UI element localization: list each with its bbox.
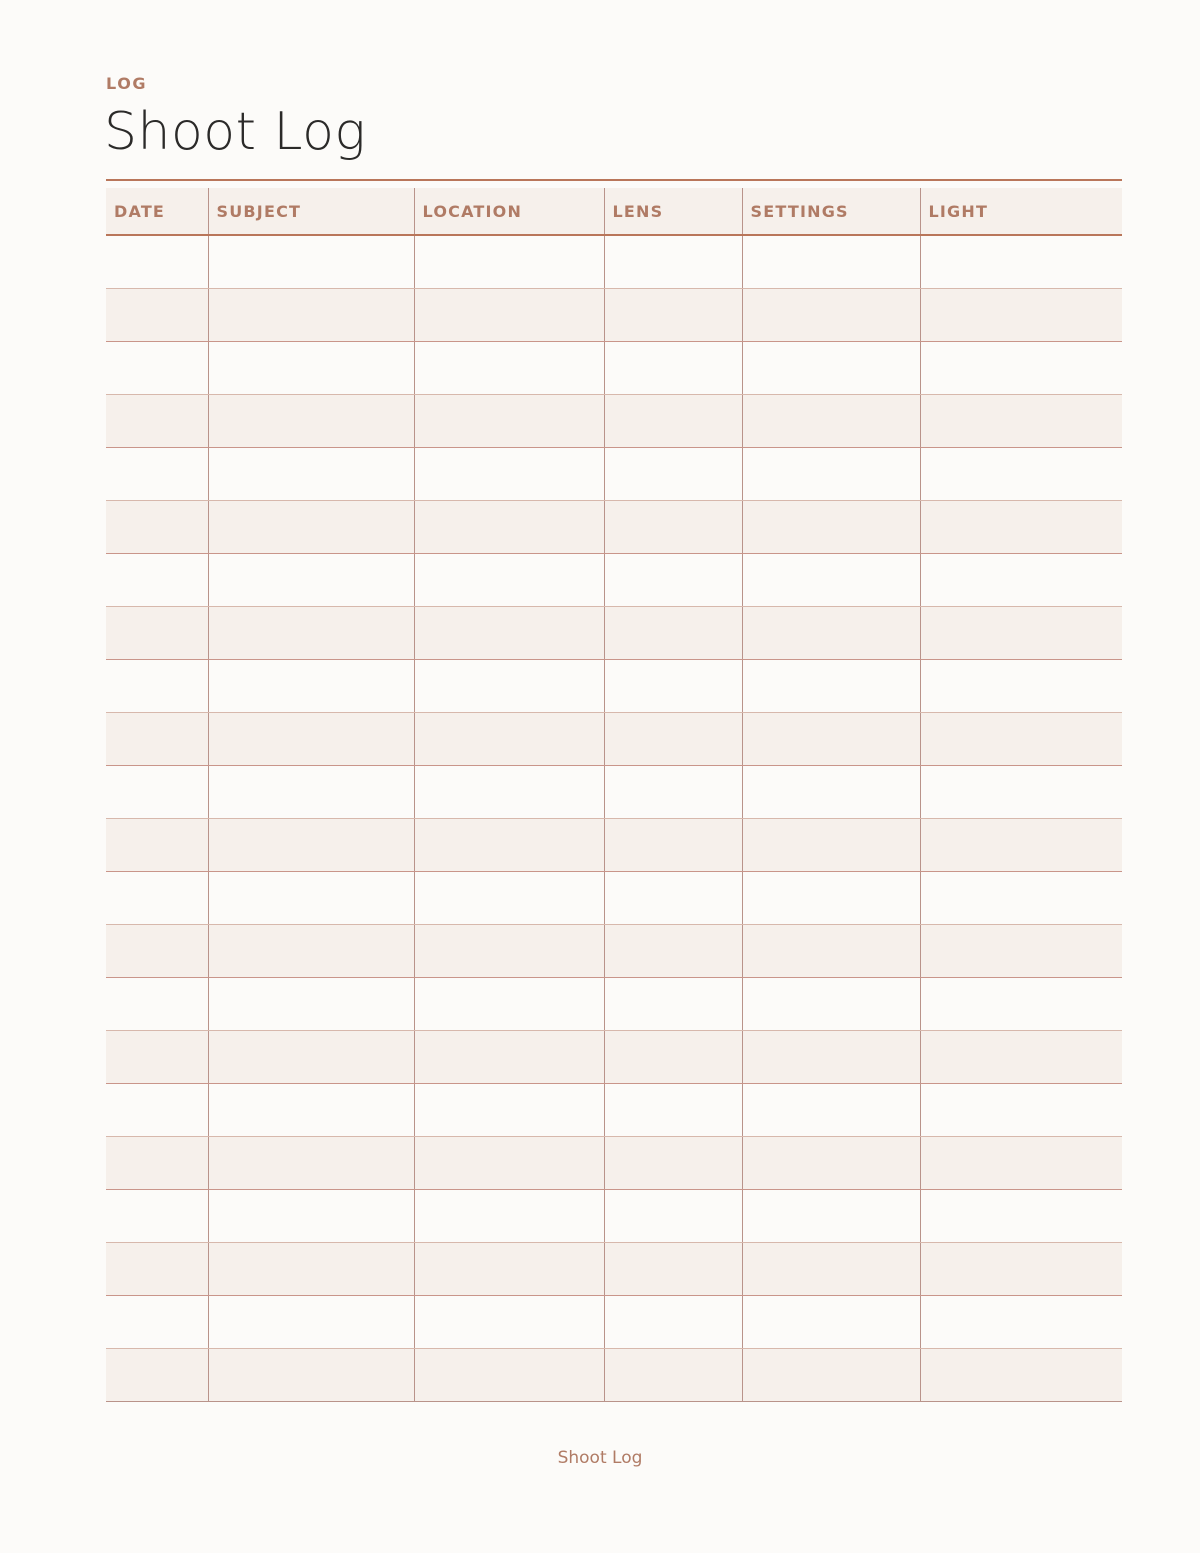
- cell-light[interactable]: [920, 448, 1122, 501]
- cell-date[interactable]: [106, 1190, 208, 1243]
- cell-light[interactable]: [920, 1031, 1122, 1084]
- column-header-lens: LENS: [604, 188, 742, 235]
- table-row: [106, 819, 1122, 872]
- cell-light[interactable]: [920, 1243, 1122, 1296]
- table-row: [106, 1243, 1122, 1296]
- cell-lens[interactable]: [604, 925, 742, 978]
- cell-location[interactable]: [414, 819, 604, 872]
- cell-light[interactable]: [920, 978, 1122, 1031]
- cell-lens[interactable]: [604, 660, 742, 713]
- cell-lens[interactable]: [604, 395, 742, 448]
- table-row: [106, 289, 1122, 342]
- cell-settings[interactable]: [742, 978, 920, 1031]
- table-row: [106, 872, 1122, 925]
- cell-lens[interactable]: [604, 1296, 742, 1349]
- page-footer: Shoot Log: [557, 1448, 643, 1468]
- cell-light[interactable]: [920, 289, 1122, 342]
- cell-lens[interactable]: [604, 1084, 742, 1137]
- cell-light[interactable]: [920, 713, 1122, 766]
- cell-settings[interactable]: [742, 1084, 920, 1137]
- cell-location[interactable]: [414, 501, 604, 554]
- cell-light[interactable]: [920, 766, 1122, 819]
- cell-location[interactable]: [414, 713, 604, 766]
- cell-location[interactable]: [414, 1243, 604, 1296]
- cell-location[interactable]: [414, 395, 604, 448]
- table-row: [106, 713, 1122, 766]
- column-header-location: LOCATION: [414, 188, 604, 235]
- cell-settings[interactable]: [742, 235, 920, 289]
- cell-subject[interactable]: [208, 1190, 414, 1243]
- column-header-light: LIGHT: [920, 188, 1122, 235]
- cell-date[interactable]: [106, 978, 208, 1031]
- cell-light[interactable]: [920, 1190, 1122, 1243]
- cell-subject[interactable]: [208, 342, 414, 395]
- cell-date[interactable]: [106, 766, 208, 819]
- cell-date[interactable]: [106, 1137, 208, 1190]
- cell-light[interactable]: [920, 872, 1122, 925]
- cell-settings[interactable]: [742, 289, 920, 342]
- cell-location[interactable]: [414, 235, 604, 289]
- cell-date[interactable]: [106, 1349, 208, 1402]
- cell-subject[interactable]: [208, 819, 414, 872]
- cell-subject[interactable]: [208, 1084, 414, 1137]
- cell-location[interactable]: [414, 1031, 604, 1084]
- cell-lens[interactable]: [604, 1190, 742, 1243]
- cell-location[interactable]: [414, 448, 604, 501]
- table-row: [106, 660, 1122, 713]
- cell-light[interactable]: [920, 1084, 1122, 1137]
- cell-subject[interactable]: [208, 501, 414, 554]
- column-header-subject: SUBJECT: [208, 188, 414, 235]
- cell-date[interactable]: [106, 660, 208, 713]
- cell-location[interactable]: [414, 1137, 604, 1190]
- cell-light[interactable]: [920, 1296, 1122, 1349]
- cell-date[interactable]: [106, 872, 208, 925]
- cell-location[interactable]: [414, 554, 604, 607]
- table-row: [106, 978, 1122, 1031]
- cell-location[interactable]: [414, 872, 604, 925]
- cell-lens[interactable]: [604, 819, 742, 872]
- table-row: [106, 1137, 1122, 1190]
- cell-date[interactable]: [106, 342, 208, 395]
- cell-lens[interactable]: [604, 713, 742, 766]
- cell-light[interactable]: [920, 1137, 1122, 1190]
- cell-lens[interactable]: [604, 978, 742, 1031]
- table-row: [106, 766, 1122, 819]
- cell-settings[interactable]: [742, 1296, 920, 1349]
- cell-subject[interactable]: [208, 1243, 414, 1296]
- cell-light[interactable]: [920, 501, 1122, 554]
- table-row: [106, 342, 1122, 395]
- header-row: [106, 188, 1122, 235]
- cell-light[interactable]: [920, 1349, 1122, 1402]
- cell-lens[interactable]: [604, 766, 742, 819]
- cell-date[interactable]: [106, 289, 208, 342]
- cell-settings[interactable]: [742, 1349, 920, 1402]
- table-row: [106, 1349, 1122, 1402]
- cell-date[interactable]: [106, 501, 208, 554]
- cell-date[interactable]: [106, 554, 208, 607]
- table-row: [106, 1296, 1122, 1349]
- cell-lens[interactable]: [604, 607, 742, 660]
- cell-subject[interactable]: [208, 395, 414, 448]
- cell-settings[interactable]: [742, 713, 920, 766]
- cell-lens[interactable]: [604, 872, 742, 925]
- cell-location[interactable]: [414, 925, 604, 978]
- cell-settings[interactable]: [742, 554, 920, 607]
- cell-lens[interactable]: [604, 1349, 742, 1402]
- cell-light[interactable]: [920, 607, 1122, 660]
- cell-settings[interactable]: [742, 607, 920, 660]
- cell-location[interactable]: [414, 607, 604, 660]
- cell-subject[interactable]: [208, 1031, 414, 1084]
- table-row: [106, 448, 1122, 501]
- cell-settings[interactable]: [742, 1137, 920, 1190]
- cell-lens[interactable]: [604, 289, 742, 342]
- cell-subject[interactable]: [208, 872, 414, 925]
- cell-settings[interactable]: [742, 819, 920, 872]
- cell-settings[interactable]: [742, 342, 920, 395]
- title-rule: [106, 179, 1122, 181]
- column-header-settings: SETTINGS: [742, 188, 920, 235]
- table-header: [106, 188, 1122, 235]
- cell-subject[interactable]: [208, 925, 414, 978]
- cell-location[interactable]: [414, 1349, 604, 1402]
- table-body: [106, 235, 1122, 1402]
- cell-subject[interactable]: [208, 607, 414, 660]
- cell-lens[interactable]: [604, 554, 742, 607]
- cell-settings[interactable]: [742, 872, 920, 925]
- cell-location[interactable]: [414, 766, 604, 819]
- cell-light[interactable]: [920, 819, 1122, 872]
- cell-light[interactable]: [920, 660, 1122, 713]
- cell-date[interactable]: [106, 819, 208, 872]
- cell-settings[interactable]: [742, 1031, 920, 1084]
- table-row: [106, 235, 1122, 289]
- table-row: [106, 925, 1122, 978]
- cell-light[interactable]: [920, 235, 1122, 289]
- cell-light[interactable]: [920, 395, 1122, 448]
- cell-subject[interactable]: [208, 978, 414, 1031]
- cell-lens[interactable]: [604, 235, 742, 289]
- cell-subject[interactable]: [208, 1349, 414, 1402]
- cell-date[interactable]: [106, 1084, 208, 1137]
- cell-lens[interactable]: [604, 1031, 742, 1084]
- cell-date[interactable]: [106, 1296, 208, 1349]
- cell-subject[interactable]: [208, 554, 414, 607]
- cell-location[interactable]: [414, 1296, 604, 1349]
- cell-subject[interactable]: [208, 1296, 414, 1349]
- cell-location[interactable]: [414, 289, 604, 342]
- table-row: [106, 554, 1122, 607]
- cell-lens[interactable]: [604, 448, 742, 501]
- cell-settings[interactable]: [742, 1190, 920, 1243]
- cell-lens[interactable]: [604, 342, 742, 395]
- cell-location[interactable]: [414, 342, 604, 395]
- cell-settings[interactable]: [742, 925, 920, 978]
- shoot-log-table: [106, 188, 1122, 1402]
- cell-lens[interactable]: [604, 1243, 742, 1296]
- table-row: [106, 501, 1122, 554]
- table-row: [106, 607, 1122, 660]
- cell-settings[interactable]: [742, 448, 920, 501]
- cell-light[interactable]: [920, 925, 1122, 978]
- cell-date[interactable]: [106, 1031, 208, 1084]
- cell-settings[interactable]: [742, 395, 920, 448]
- cell-subject[interactable]: [208, 289, 414, 342]
- cell-subject[interactable]: [208, 660, 414, 713]
- cell-settings[interactable]: [742, 660, 920, 713]
- cell-lens[interactable]: [604, 501, 742, 554]
- cell-subject[interactable]: [208, 1137, 414, 1190]
- cell-date[interactable]: [106, 1243, 208, 1296]
- cell-date[interactable]: [106, 607, 208, 660]
- table-row: [106, 1031, 1122, 1084]
- cell-settings[interactable]: [742, 1243, 920, 1296]
- table-row: [106, 395, 1122, 448]
- cell-subject[interactable]: [208, 766, 414, 819]
- cell-date[interactable]: [106, 713, 208, 766]
- cell-light[interactable]: [920, 554, 1122, 607]
- table-row: [106, 1190, 1122, 1243]
- table-row: [106, 1084, 1122, 1137]
- cell-light[interactable]: [920, 342, 1122, 395]
- cell-settings[interactable]: [742, 501, 920, 554]
- cell-lens[interactable]: [604, 1137, 742, 1190]
- cell-date[interactable]: [106, 235, 208, 289]
- cell-date[interactable]: [106, 448, 208, 501]
- cell-subject[interactable]: [208, 448, 414, 501]
- cell-subject[interactable]: [208, 713, 414, 766]
- cell-subject[interactable]: [208, 235, 414, 289]
- eyebrow-label: LOG: [106, 74, 148, 93]
- cell-location[interactable]: [414, 660, 604, 713]
- cell-location[interactable]: [414, 1084, 604, 1137]
- cell-date[interactable]: [106, 395, 208, 448]
- column-header-date: DATE: [106, 188, 208, 235]
- cell-location[interactable]: [414, 1190, 604, 1243]
- cell-location[interactable]: [414, 978, 604, 1031]
- cell-date[interactable]: [106, 925, 208, 978]
- cell-settings[interactable]: [742, 766, 920, 819]
- page-title: Shoot Log: [104, 102, 367, 162]
